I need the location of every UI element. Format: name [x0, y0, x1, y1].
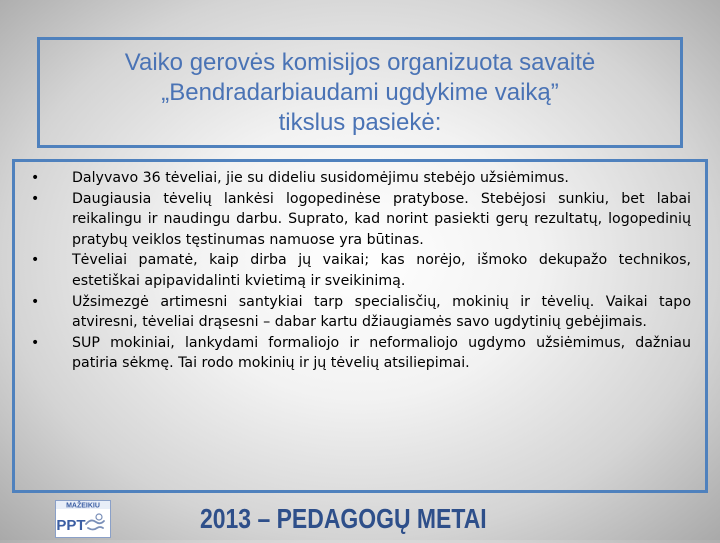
ppt-logo: [55, 500, 111, 538]
bullet-list: [25, 168, 691, 374]
bullet-text: Daugiausia tėvelių lankėsi logopedinėse pratybose. Stebėjosi sunkiu, bet labai reikalingu ir naudingu darbu. Suprato, kad norint pasiekti gerų rezultatų, logopedinių pratybų veiklos tęstinumas namuose yra būtinas.: [72, 190, 691, 248]
bullet-text: Dalyvavo 36 tėveliai, jie su dideliu susidomėjimu stebėjo užsiėmimus.: [72, 170, 569, 186]
bullet-text: Tėveliai pamatė, kaip dirba jų vaikai; kas norėjo, išmoko dekupažo technikos, estetiškai apipavidalinti kvietimą ir sveikinimą.: [72, 252, 691, 289]
slide-title-box: [37, 37, 683, 148]
bullet-item: [25, 168, 691, 189]
bullet-item: [25, 292, 691, 333]
bullet-item: [25, 189, 691, 251]
bullet-marker: •: [31, 334, 40, 351]
bullet-item: [25, 250, 691, 291]
handshake-logo-icon: [55, 500, 111, 538]
bullet-text: SUP mokiniai, lankydami formaliojo ir neformaliojo ugdymo užsiėmimus, dažniau patiria sėkmę. Tai rodo mokinių ir jų tėvelių atsiliepimai.: [72, 334, 691, 372]
bullet-marker: •: [31, 252, 40, 269]
bullet-item: [25, 333, 691, 374]
bullet-marker: •: [31, 170, 40, 186]
logo-letters: PPT: [56, 517, 86, 534]
slide-title-line-3: tikslus pasiekė:: [278, 108, 442, 136]
slide-title-line-2: „Bendradarbiaudami ugdykime vaiką”: [161, 78, 559, 106]
bullet-marker: •: [31, 190, 40, 207]
footer-title: 2013 – PEDAGOGŲ METAI: [200, 503, 487, 534]
slide-body-box: [12, 159, 708, 493]
slide-title-line-1: Vaiko gerovės komisijos organizuota savaitė: [124, 48, 596, 76]
bullet-text: Užsimezgė artimesni santykiai tarp specialisčių, mokinių ir tėvelių. Vaikai tapo atviresni, tėveliai drąsesni – dabar kartu džiaugiamės savo ugdytinių gebėjimais.: [72, 293, 691, 331]
logo-top-text: MAŽEIKIU: [66, 502, 100, 510]
bullet-marker: •: [31, 293, 40, 310]
